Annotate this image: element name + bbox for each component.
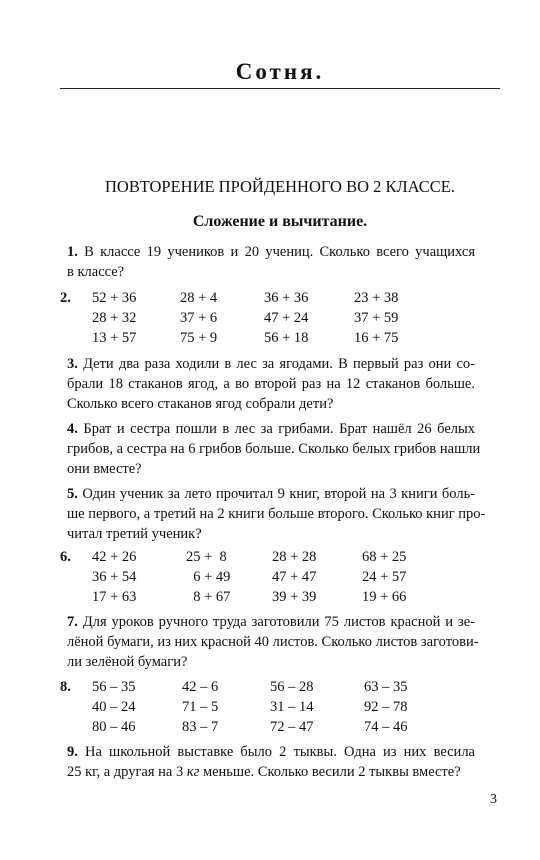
problem-number: 3.	[67, 356, 78, 372]
expression: 74 – 46	[364, 719, 408, 735]
problem-text: В классе 19 учеников и 20 учениц. Сколько всего учащихся	[84, 244, 475, 260]
expression: 17 + 63	[92, 589, 137, 605]
problem-line: лёной бумаги, из них красной 40 листов. Сколько листов заготови-	[67, 634, 479, 650]
expression: 16 + 75	[354, 330, 399, 346]
expression: 92 – 78	[364, 699, 408, 715]
expression: 19 + 66	[362, 589, 407, 605]
exercise-number: 8.	[60, 679, 71, 695]
subsection-heading: Сложение и вычитание.	[192, 213, 368, 230]
expression: 56 – 28	[270, 679, 314, 695]
problem-4	[67, 419, 481, 479]
problem-line	[67, 612, 475, 632]
problem-line: ли зелёной бумаги?	[67, 654, 188, 670]
problem-text: Брат и сестра пошли в лес за грибами. Брат нашёл 26 белых	[83, 421, 475, 437]
expression: 8 + 67	[186, 589, 231, 605]
expression: 83 – 7	[182, 719, 219, 735]
expression: 71 – 5	[182, 699, 219, 715]
expression: 52 + 36	[92, 290, 137, 306]
expression: 6 + 49	[186, 569, 231, 585]
expression: 36 + 36	[264, 290, 309, 306]
page-number: 3	[490, 792, 497, 807]
problem-number: 4.	[67, 421, 78, 437]
problem-text: 25 кг, а другая на 3	[67, 764, 187, 780]
expression: 56 – 35	[92, 679, 136, 695]
problem-line: ше первого, а третий на 2 книги больше второго. Сколько книг про-	[67, 506, 486, 522]
title-underline	[60, 88, 500, 89]
expression: 31 – 14	[270, 699, 314, 715]
expression: 80 – 46	[92, 719, 136, 735]
unit-label: кг	[186, 764, 200, 780]
problem-line: в классе?	[67, 264, 125, 280]
problem-number: 5.	[67, 486, 78, 502]
problem-3	[67, 354, 475, 414]
problem-9	[67, 742, 475, 782]
problem-line	[67, 762, 475, 782]
problem-line: они вместе?	[67, 461, 142, 477]
expression: 47 + 24	[264, 310, 309, 326]
expression: 40 – 24	[92, 699, 136, 715]
expression: 37 + 6	[180, 310, 218, 326]
problem-line	[67, 484, 475, 504]
problem-text: Один ученик за лето прочитал 9 книг, второй на 3 книги боль-	[82, 486, 476, 502]
expression: 28 + 4	[180, 290, 218, 306]
expression: 47 + 47	[272, 569, 317, 585]
problem-text: Для уроков ручного труда заготовили 75 листов красной и зе-	[82, 614, 475, 630]
expression: 68 + 25	[362, 549, 407, 565]
problem-line	[67, 242, 475, 262]
expression: 75 + 9	[180, 330, 218, 346]
expression: 37 + 59	[354, 310, 399, 326]
problem-text: На школьной выставке было 2 тыквы. Одна из них весила	[85, 744, 475, 760]
problem-5	[67, 484, 486, 544]
expression: 39 + 39	[272, 589, 317, 605]
problem-number: 7.	[67, 614, 78, 630]
section-heading: ПОВТОРЕНИЕ ПРОЙДЕННОГО ВО 2 КЛАССЕ.	[105, 177, 455, 196]
expression: 23 + 38	[354, 290, 399, 306]
problem-number: 9.	[67, 744, 78, 760]
exercise-number: 6.	[60, 549, 71, 565]
chapter-title: Сотня.	[235, 59, 325, 84]
problem-line: Сколько всего стаканов ягод собрали дети?	[67, 396, 334, 412]
expression: 25 + 8	[186, 549, 227, 565]
problem-line: грибов, а сестра на 6 грибов больше. Сколько белых грибов нашли	[67, 441, 481, 457]
exercise-number: 2.	[60, 290, 71, 306]
expression: 72 – 47	[270, 719, 314, 735]
expression: 28 + 28	[272, 549, 317, 565]
problem-line	[67, 419, 475, 439]
problem-line	[67, 742, 475, 762]
expression: 42 – 6	[182, 679, 219, 695]
problem-line: брали 18 стаканов ягод, а во второй раз на 12 стаканов больше.	[67, 376, 475, 392]
problem-number: 1.	[67, 244, 78, 260]
expression: 63 – 35	[364, 679, 408, 695]
problem-line: читал третий ученик?	[67, 526, 202, 542]
expression: 42 + 26	[92, 549, 137, 565]
problem-text: меньше. Сколько весили 2 тыквы вместе?	[199, 764, 461, 780]
expression: 24 + 57	[362, 569, 407, 585]
expression: 13 + 57	[92, 330, 137, 346]
problem-1	[67, 242, 475, 282]
expression: 36 + 54	[92, 569, 137, 585]
expression: 56 + 18	[264, 330, 309, 346]
problem-text: Дети два раза ходили в лес за ягодами. В первый раз они со-	[83, 356, 475, 372]
problem-7	[67, 612, 479, 672]
expression: 28 + 32	[92, 310, 137, 326]
problem-line	[67, 354, 475, 374]
